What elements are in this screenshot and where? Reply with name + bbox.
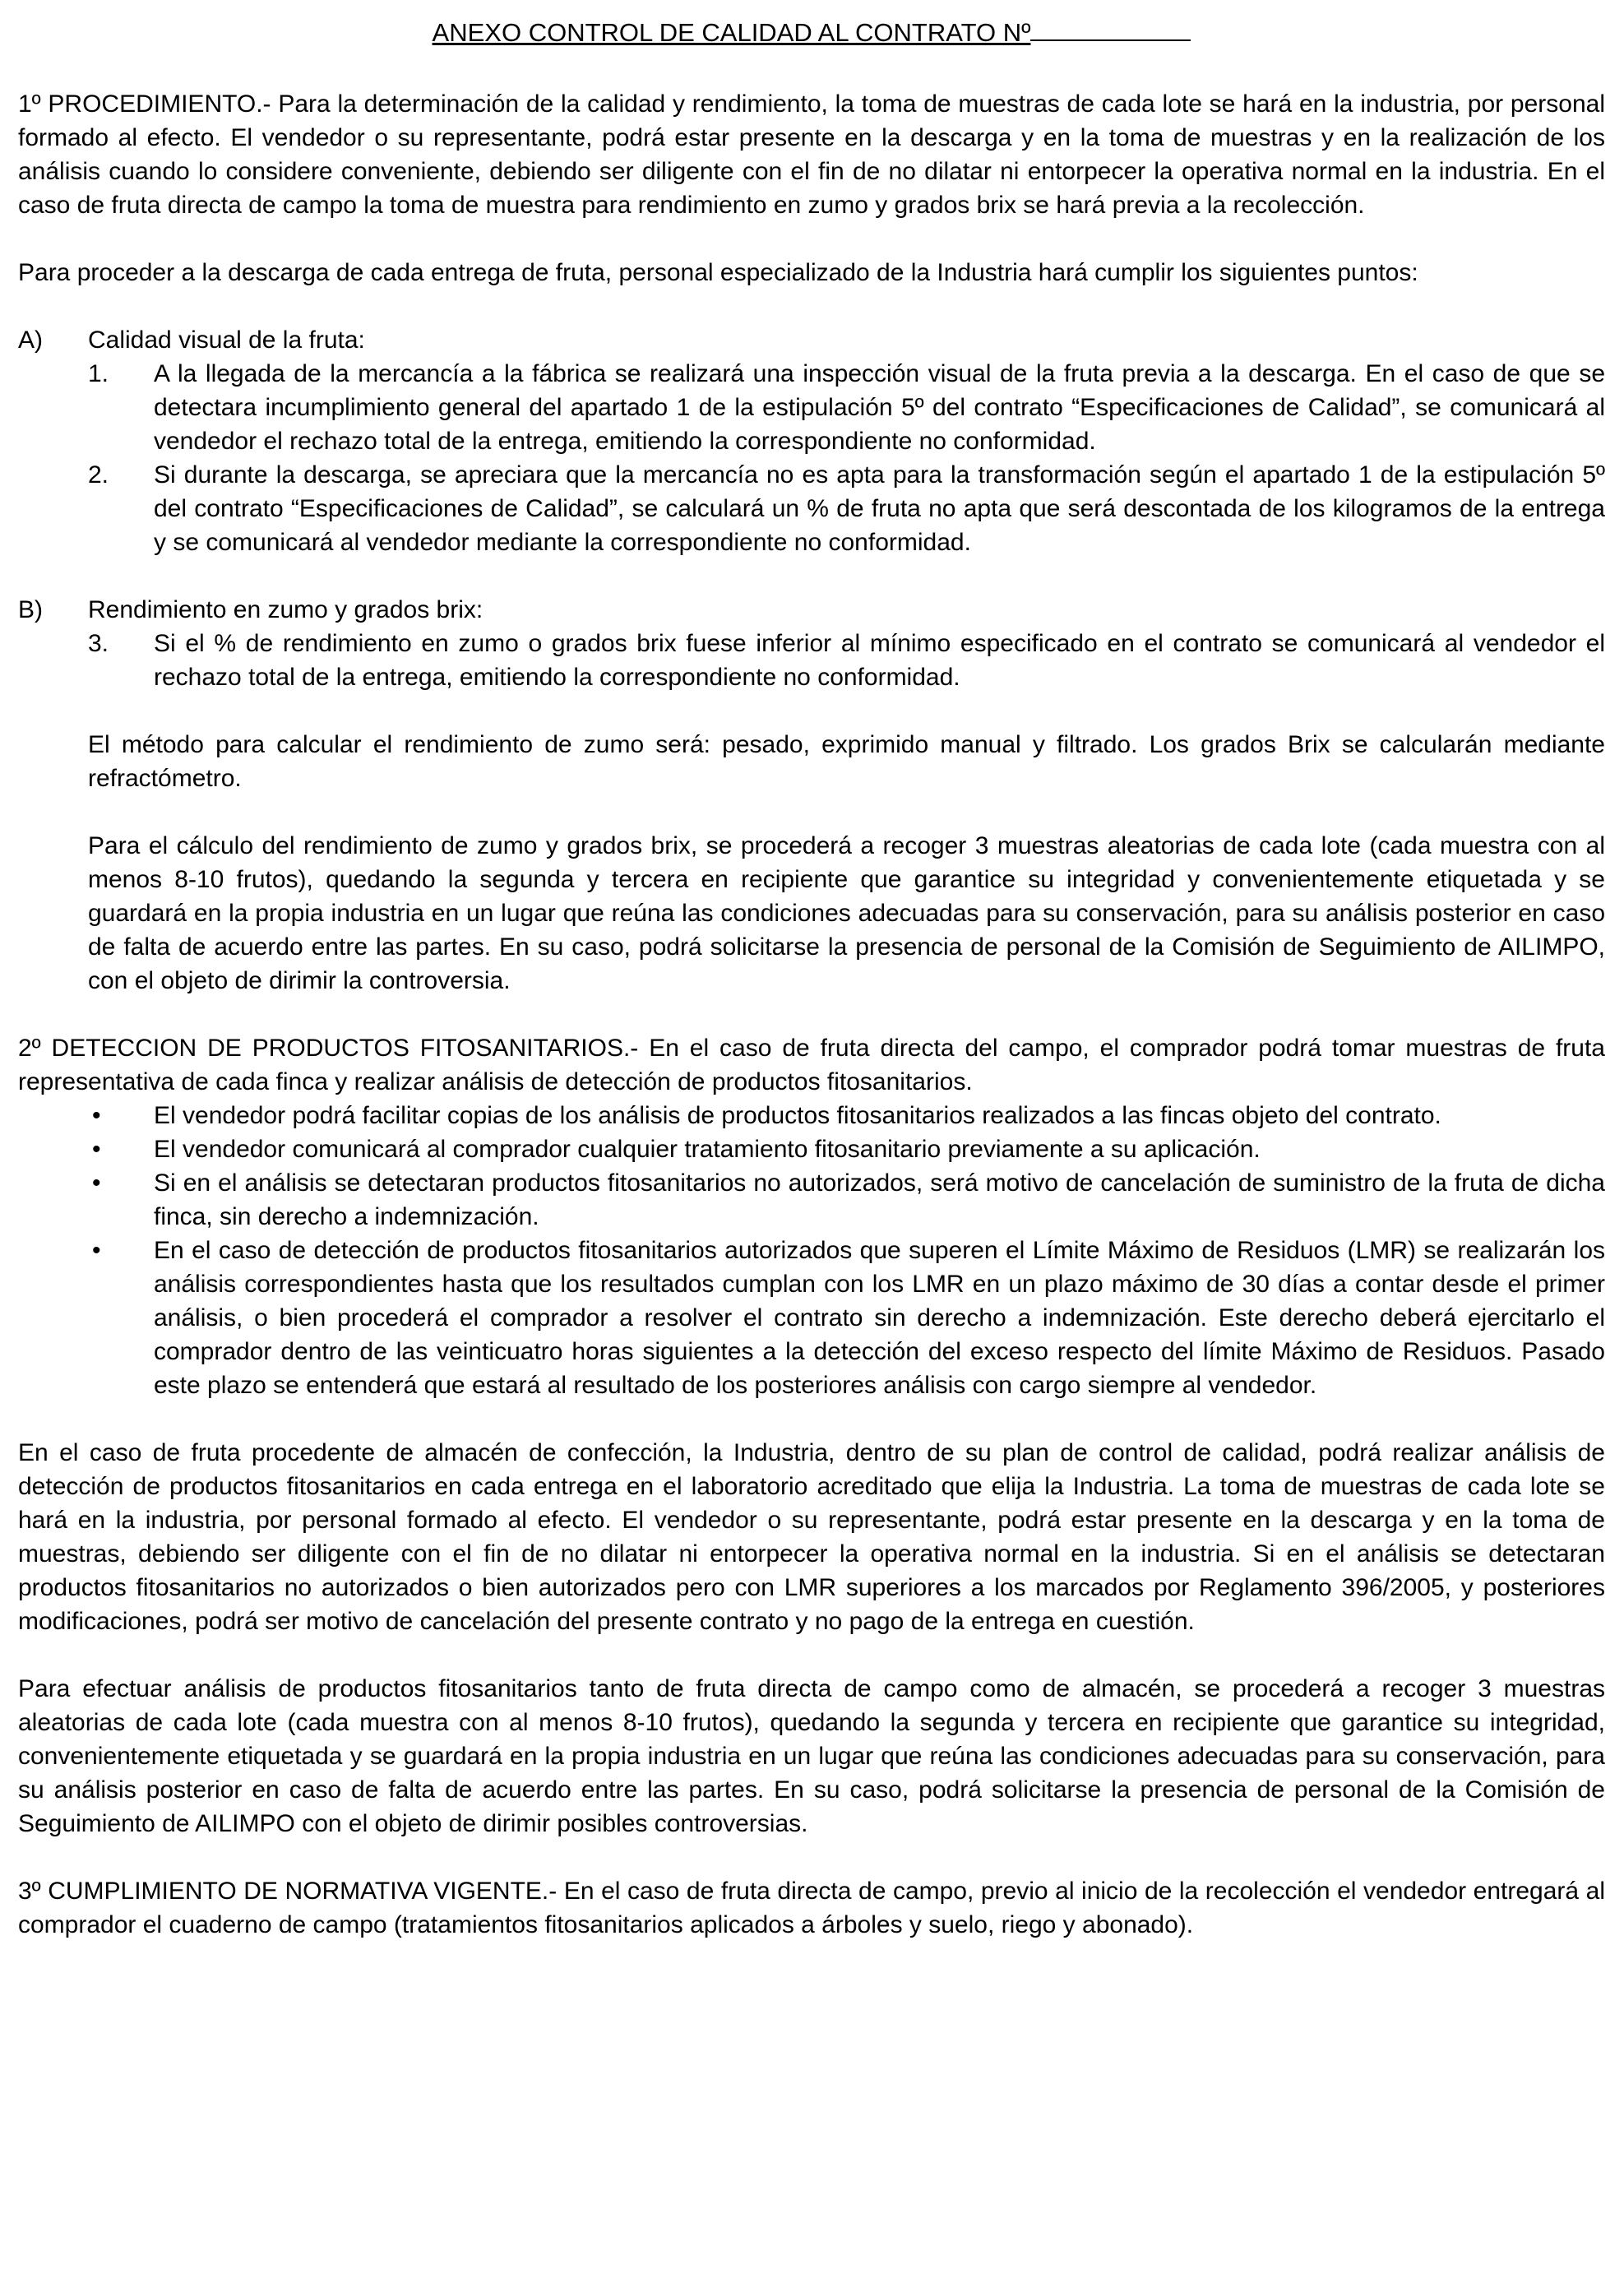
- bullet-symbol: •: [92, 1102, 101, 1129]
- item-text: Si el % de rendimiento en zumo o grados brix fuese inferior al mínimo especificado en el contrato se comunicará al vendedor el rechazo total de la entrega, emitiendo la correspondiente no conformidad.: [154, 630, 1605, 691]
- item-text: A la llegada de la mercancía a la fábrica se realizará una inspección visual de la fruta previa a la descarga. En el caso de que se detectara incumplimiento general del apartado 1 de la estipulación 5º del contrato “Especificaciones de Calidad”, se comunicará al vendedor el rechazo total de la entrega, emitiendo la correspondiente no conformidad.: [154, 360, 1605, 455]
- section-b-letter: B): [18, 596, 43, 623]
- bullet-item: [18, 1099, 1605, 1132]
- bullet-text: El vendedor comunicará al comprador cualquier tratamiento fitosanitario previamente a su aplicación.: [154, 1136, 1261, 1163]
- section-a-letter: A): [18, 326, 43, 354]
- section-a-heading: [18, 323, 1605, 357]
- list-item: [88, 357, 1605, 458]
- bullet-item: [18, 1166, 1605, 1234]
- item-number: 3.: [88, 630, 109, 657]
- list-item: [88, 627, 1605, 694]
- section1-intro-points: Para proceder a la descarga de cada entrega de fruta, personal especializado de la Industria hará cumplir los siguientes puntos:: [18, 259, 1418, 286]
- bullet-item: [18, 1234, 1605, 1402]
- document-page: [18, 15, 1605, 1942]
- document-title: [18, 15, 1605, 51]
- item-text: Si durante la descarga, se apreciara que la mercancía no es apta para la transformación según el apartado 1 de la estipulación 5º del contrato “Especificaciones de Calidad”, se calculará un % de fruta no apta que será descontada de los kilogramos de la entrega y se comunicará al vendedor mediante la correspondiente no conformidad.: [154, 461, 1605, 556]
- bullet-symbol: •: [92, 1237, 101, 1264]
- section-b-heading: [18, 593, 1605, 627]
- section-b-method: El método para calcular el rendimiento de zumo será: pesado, exprimido manual y filtrado. Los grados Brix se calcularán mediante refractómetro.: [88, 731, 1605, 792]
- section2-efectuar-analisis: Para efectuar análisis de productos fitosanitarios tanto de fruta directa de campo como de almacén, se procederá a recoger 3 muestras aleatorias de cada lote (cada muestra con al menos 8-10 frutos), quedando la segunda y tercera en recipiente que garantice su integridad, convenientemente etiquetada y se guardará en la propia industria en un lugar que reúna las condiciones adecuadas para su conservación, para su análisis posterior en caso de falta de acuerdo entre las partes. En su caso, podrá solicitarse la presencia de personal de la Comisión de Seguimiento de AILIMPO con el objeto de dirimir posibles controversias.: [18, 1675, 1605, 1837]
- bullet-text: El vendedor podrá facilitar copias de los análisis de productos fitosanitarios realizados a las fincas objeto del contrato.: [154, 1102, 1441, 1129]
- section2-almacen: En el caso de fruta procedente de almacén de confección, la Industria, dentro de su plan de control de calidad, podrá realizar análisis de detección de productos fitosanitarios en cada entrega en el laboratorio acreditado que elija la Industria. La toma de muestras de cada lote se hará en la industria, por personal formado al efecto. El vendedor o su representante, podrá estar presente en la descarga y en la toma de muestras, debiendo ser diligente con el fin de no dilatar ni entorpecer la operativa normal en la industria. Si en el análisis se detectaran productos fitosanitarios no autorizados o bien autorizados pero con LMR superiores a los marcados por Reglamento 396/2005, y posteriores modificaciones, podrá ser motivo de cancelación del presente contrato y no pago de la entrega en cuestión.: [18, 1439, 1605, 1635]
- section-b-title: Rendimiento en zumo y grados brix:: [88, 596, 483, 623]
- item-number: 2.: [88, 461, 109, 489]
- bullet-symbol: •: [92, 1169, 101, 1197]
- list-item: [88, 458, 1605, 559]
- section-b-calculation: Para el cálculo del rendimiento de zumo y grados brix, se procederá a recoger 3 muestras aleatorias de cada lote (cada muestra con al menos 8-10 frutos), quedando la segunda y tercera en recipiente que garantice su integridad y convenientemente etiquetada y se guardará en la propia industria en un lugar que reúna las condiciones adecuadas para su conservación, para su análisis posterior en caso de falta de acuerdo entre las partes. En su caso, podrá solicitarse la presencia de personal de la Comisión de Seguimiento de AILIMPO, con el objeto de dirimir la controversia.: [88, 832, 1605, 994]
- section-b-items: [18, 627, 1605, 998]
- title-text: ANEXO CONTROL DE CALIDAD AL CONTRATO Nº: [432, 18, 1031, 47]
- section-a-items: [18, 357, 1605, 559]
- item-number: 1.: [88, 360, 109, 387]
- bullet-symbol: •: [92, 1136, 101, 1163]
- bullet-text: Si en el análisis se detectaran productos fitosanitarios no autorizados, será motivo de cancelación de suministro de la fruta de dicha finca, sin derecho a indemnización.: [154, 1169, 1605, 1230]
- bullet-item: [18, 1132, 1605, 1166]
- contract-number-blank: [1030, 15, 1191, 41]
- section-a-title: Calidad visual de la fruta:: [88, 326, 365, 354]
- section3-normativa: 3º CUMPLIMIENTO DE NORMATIVA VIGENTE.- En el caso de fruta directa de campo, previo al inicio de la recolección el vendedor entregará al comprador el cuaderno de campo (tratamientos fitosanitarios aplicados a árboles y suelo, riego y abonado).: [18, 1878, 1605, 1938]
- section1-procedimiento: 1º PROCEDIMIENTO.- Para la determinación de la calidad y rendimiento, la toma de muestras de cada lote se hará en la industria, por personal formado al efecto. El vendedor o su representante, podrá estar presente en la descarga y en la toma de muestras y en la realización de los análisis cuando lo considere conveniente, debiendo ser diligente con el fin de no dilatar ni entorpecer la operativa normal en la industria. En el caso de fruta directa de campo la toma de muestra para rendimiento en zumo y grados brix se hará previa a la recolección.: [18, 90, 1605, 219]
- section2-fitosanitarios: 2º DETECCION DE PRODUCTOS FITOSANITARIOS.- En el caso de fruta directa del campo, el comprador podrá tomar muestras de fruta representativa de cada finca y realizar análisis de detección de productos fitosanitarios.: [18, 1035, 1605, 1095]
- bullet-text: En el caso de detección de productos fitosanitarios autorizados que superen el Límite Máximo de Residuos (LMR) se realizarán los análisis correspondientes hasta que los resultados cumplan con los LMR en un plazo máximo de 30 días a contar desde el primer análisis, o bien procederá el comprador a resolver el contrato sin derecho a indemnización. Este derecho deberá ejercitarlo el comprador dentro de las veinticuatro horas siguientes a la detección del exceso respecto del límite Máximo de Residuos. Pasado este plazo se entenderá que estará al resultado de los posteriores análisis con cargo siempre al vendedor.: [154, 1237, 1605, 1399]
